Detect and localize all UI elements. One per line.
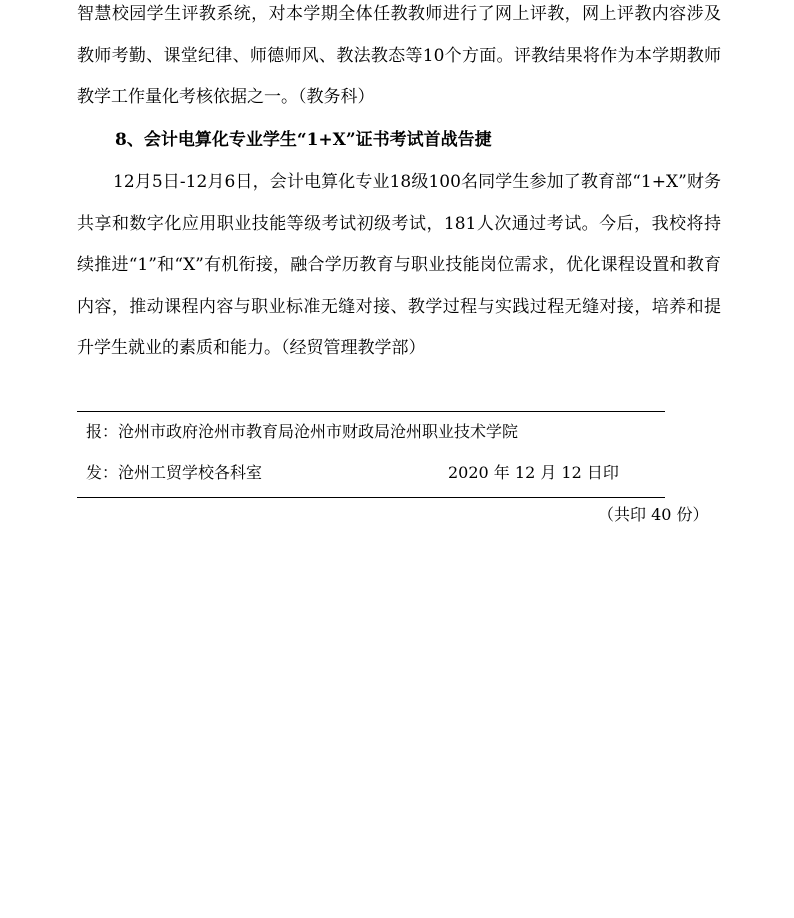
footer-send-to: 发：沧州工贸学校各科室 — [86, 463, 263, 482]
footer-top-rule — [77, 411, 665, 412]
footer-bottom-rule — [77, 497, 665, 498]
footer-print-date: 2020 年 12 月 12 日印 — [448, 463, 619, 482]
footer-copies-count: （共印 40 份） — [598, 505, 709, 524]
paragraph-evaluation: 智慧校园学生评教系统，对本学期全体任教教师进行了网上评教，网上评教内容涉及教师考勤、课堂纪律、师德师风、教法教态等10个方面。评教结果将作为本学期教师教学工作量化考核依据之一。（教务科） — [77, 4, 721, 107]
paragraph-certificate-exam: 12月5日-12月6日，会计电算化专业18级100名同学生参加了教育部“1+X”财务共享和数字化应用职业技能等级考试初级考试，181人次通过考试。今后，我校将持续推进“1”和“X”有机衔接，融合学历教育与职业技能岗位需求，优化课程设置和教育内容，推动课程内容与职业标准无缝对接、教学过程与实践过程无缝对接，培养和提升学生就业的素质和能力。（经贸管理教学部） — [77, 172, 721, 358]
footer-report-to: 报：沧州市政府沧州市教育局沧州市财政局沧州职业技术学院 — [86, 422, 519, 441]
section-heading-8: 8、会计电算化专业学生“1+X”证书考试首战告捷 — [115, 130, 492, 150]
